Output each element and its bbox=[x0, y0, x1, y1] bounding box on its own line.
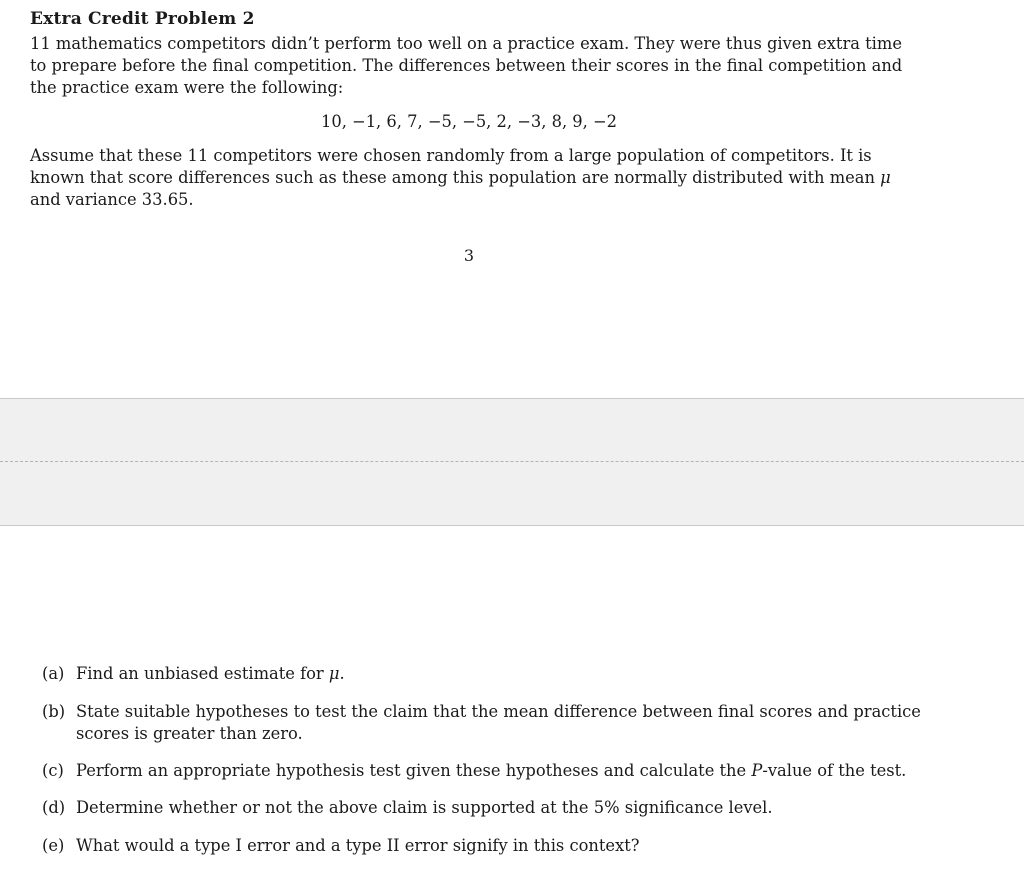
part-label: (a) bbox=[42, 664, 65, 683]
page-top bbox=[0, 0, 1024, 398]
part-label: (d) bbox=[42, 798, 66, 817]
p-symbol: P bbox=[751, 761, 763, 780]
part-d bbox=[42, 797, 922, 819]
part-d-text: Determine whether or not the above claim is supported at the 5% significance level. bbox=[76, 798, 773, 817]
part-text bbox=[76, 760, 922, 782]
part-a bbox=[42, 663, 922, 685]
score-differences: 10, −1, 6, 7, −5, −5, 2, −3, 8, 9, −2 bbox=[320, 112, 618, 131]
problem-intro: 11 mathematics competitors didn’t perform too well on a practice exam. They were thus given extra time to prepare before the final competition. The differences between their scores in the final competition and the practice exam were the following: bbox=[30, 34, 903, 97]
page-break-divider bbox=[0, 461, 1024, 462]
part-a-text: Find an unbiased estimate for bbox=[76, 664, 324, 683]
problem-title: Extra Credit Problem 2 bbox=[30, 9, 255, 29]
page-bottom bbox=[0, 526, 1024, 880]
part-c-text: Perform an appropriate hypothesis test given these hypotheses and calculate the bbox=[76, 761, 747, 780]
part-label: (c) bbox=[42, 761, 64, 780]
mu-symbol: μ bbox=[328, 664, 340, 683]
assumption-text: Assume that these 11 competitors were chosen randomly from a large population of competitors. It is known that score differences such as these among this population are normally distributed with mean bbox=[30, 146, 875, 187]
mu-symbol: μ bbox=[880, 168, 891, 187]
page-number: 3 bbox=[463, 246, 475, 265]
part-c-tail: -value of the test. bbox=[762, 761, 907, 780]
assumption-variance: and variance 33.65. bbox=[30, 190, 194, 209]
part-b bbox=[42, 701, 922, 745]
page-break-gap bbox=[0, 398, 1024, 526]
problem-assumption bbox=[30, 145, 915, 211]
part-a-period: . bbox=[339, 664, 345, 683]
part-label: (e) bbox=[42, 836, 65, 855]
part-e bbox=[42, 835, 922, 857]
part-e-text: What would a type I error and a type II error signify in this context? bbox=[76, 836, 640, 855]
part-text bbox=[76, 663, 922, 685]
part-label: (b) bbox=[42, 702, 66, 721]
part-b-text: State suitable hypotheses to test the claim that the mean difference between final scores and practice scores is greater than zero. bbox=[76, 702, 921, 743]
part-c bbox=[42, 760, 922, 782]
